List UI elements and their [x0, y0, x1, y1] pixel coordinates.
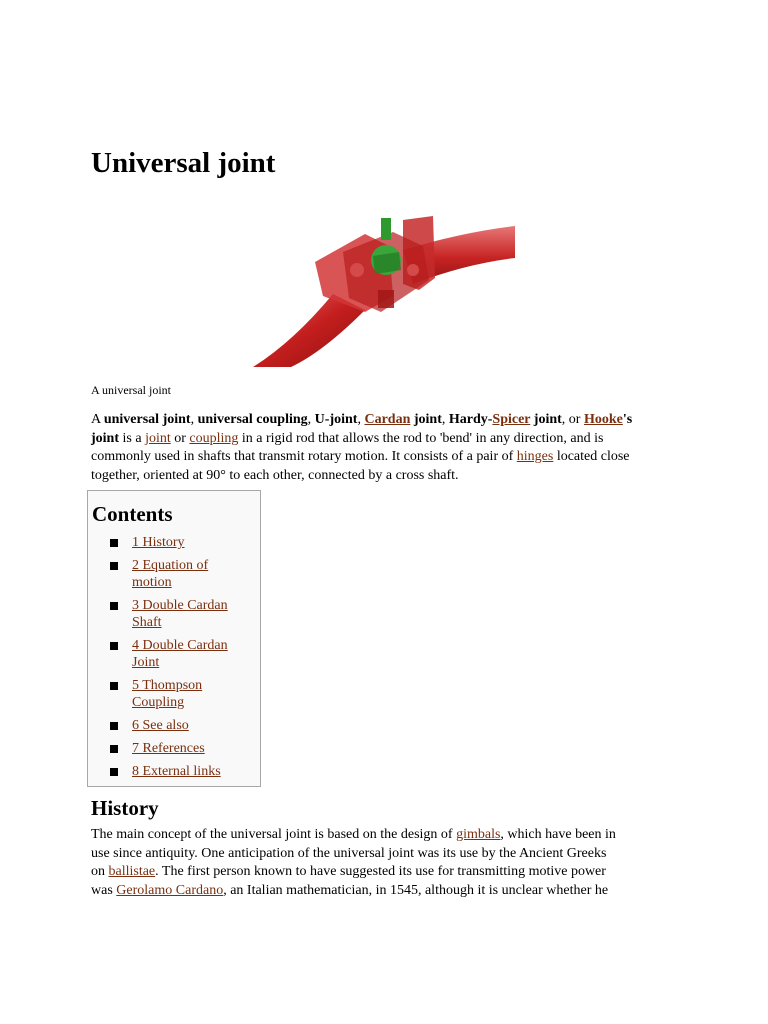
hooke-link[interactable]: Hooke: [583, 412, 623, 427]
coupling-link[interactable]: coupling: [189, 430, 239, 446]
bullet-icon: [110, 602, 118, 610]
text: ,: [190, 412, 198, 427]
toc-link-thompson[interactable]: [132, 677, 244, 711]
ballistae-link[interactable]: ballistae: [108, 864, 156, 879]
text: A: [91, 412, 104, 427]
bold-term: universal coupling: [197, 412, 308, 427]
text: , or: [561, 412, 584, 427]
lead-line-4: together, oriented at 90° to each other, connected by a cross shaft.: [91, 467, 459, 483]
toc-item-equation: [88, 557, 244, 591]
bullet-icon: [110, 768, 118, 776]
toc-link-see-also[interactable]: 6 See also: [132, 718, 189, 733]
cardan-link[interactable]: Cardan: [364, 412, 411, 427]
toc-link-double-cardan-joint[interactable]: [132, 637, 244, 671]
text: was: [91, 882, 117, 898]
toc-link-text: Joint: [132, 655, 160, 670]
gimbals-link[interactable]: gimbals: [456, 827, 501, 842]
spicer-link[interactable]: Spicer: [492, 412, 531, 427]
history-paragraph: [91, 826, 671, 900]
toc-link-text: Shaft: [132, 615, 162, 630]
toc-link-text: motion: [132, 575, 172, 590]
text: commonly used in shafts that transmit rotary motion. It consists of a pair of: [91, 449, 517, 464]
image-caption: A universal joint: [91, 383, 171, 397]
bold-term: joint: [530, 412, 562, 427]
bullet-icon: [110, 722, 118, 730]
lead-line-3: [91, 448, 671, 467]
bold-term: U-joint: [314, 412, 358, 427]
toc-item-see-also: [88, 717, 244, 734]
bold-term: 's: [622, 412, 633, 427]
text: . The first person known to have suggested its use for transmitting motive power: [155, 864, 606, 879]
toc-link-text: Coupling: [132, 695, 185, 710]
history-line-3: [91, 863, 671, 882]
text: ,: [307, 412, 315, 427]
lead-paragraph: [91, 411, 671, 485]
toc-item-references: [88, 740, 244, 757]
bullet-icon: [110, 539, 118, 547]
text: is a: [119, 430, 146, 446]
lead-line-1: [91, 411, 671, 430]
text: ,: [441, 412, 449, 427]
bold-term: joint: [91, 430, 119, 446]
text: in a rigid rod that allows the rod to 'bend' in any direction, and is: [238, 430, 604, 446]
universal-joint-image: [253, 212, 515, 367]
bullet-icon: [110, 562, 118, 570]
text: or: [170, 430, 190, 446]
history-heading: History: [91, 796, 159, 820]
history-line-2: use since antiquity. One anticipation of the universal joint was its use by the Ancient Greeks: [91, 845, 607, 861]
history-line-4: [91, 882, 671, 901]
bold-term: universal joint: [103, 412, 191, 427]
toc-item-external-links: [88, 763, 244, 780]
toc-link-text: 5 Thompson: [132, 678, 203, 693]
toc-item-double-cardan-shaft: [88, 597, 244, 631]
text: The main concept of the universal joint is based on the design of: [91, 827, 457, 842]
joint-link[interactable]: joint: [145, 430, 171, 446]
toc-item-thompson: [88, 677, 244, 711]
toc-link-text: 3 Double Cardan: [132, 598, 228, 613]
toc-list: [88, 531, 258, 780]
toc-link-history[interactable]: 1 History: [132, 535, 185, 550]
lead-line-2: [91, 430, 671, 449]
text: ,: [357, 412, 365, 427]
toc-title: Contents: [92, 502, 173, 526]
toc-link-external-links[interactable]: 8 External links: [132, 764, 221, 779]
toc-link-double-cardan-shaft[interactable]: [132, 597, 244, 631]
bullet-icon: [110, 682, 118, 690]
toc-item-history: [88, 534, 244, 551]
page-title: Universal joint: [91, 147, 276, 179]
bold-term: Hardy-: [448, 412, 493, 427]
hinges-link[interactable]: hinges: [516, 449, 554, 464]
text: , which have been in: [500, 827, 616, 842]
history-line-1: [91, 826, 671, 845]
toc-item-double-cardan-joint: [88, 637, 244, 671]
gerolamo-cardano-link[interactable]: Gerolamo Cardano: [116, 882, 224, 898]
text: on: [91, 864, 109, 879]
toc-link-text: 4 Double Cardan: [132, 638, 228, 653]
text: located close: [553, 449, 630, 464]
toc-link-equation[interactable]: [132, 557, 244, 591]
toc-link-text: 2 Equation of: [132, 558, 209, 573]
bullet-icon: [110, 642, 118, 650]
toc-link-references[interactable]: 7 References: [132, 741, 205, 756]
bold-term: joint: [410, 412, 442, 427]
bullet-icon: [110, 745, 118, 753]
table-of-contents: [87, 490, 261, 787]
text: , an Italian mathematician, in 1545, although it is unclear whether he: [223, 882, 609, 898]
